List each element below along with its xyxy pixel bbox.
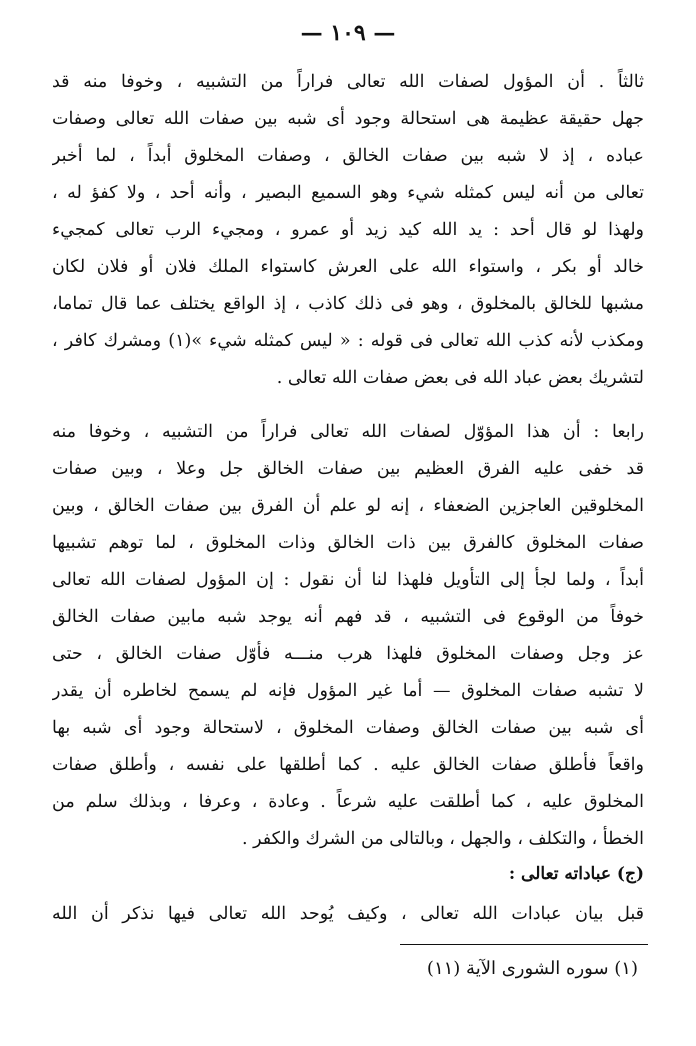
text-line: ولهذا لو قال أحد : يد الله كيد زيد أو عمرو ، ومجيء الرب تعالى كمجيء (52, 220, 644, 240)
text-line: قد خفى عليه الفرق العظيم بين صفات الخالق جل وعلا ، وبين صفات (52, 459, 644, 479)
page-number: — ١٠٩ — (300, 20, 396, 46)
text-line: خالد أو بكر ، واستواء الله على العرش كاستواء الملك فلان أو فلان لكان (52, 257, 644, 277)
text-line: ومكذب لأنه كذب الله تعالى فى قوله : « ليس كمثله شيء »(١) ومشرك كافر ، (52, 331, 644, 351)
text-line: خوفاً من الوقوع فى التشبيه ، قد فهم أنه يوجد شبه مابين صفات الخالق (52, 607, 644, 627)
text-line: أى شبه بين صفات الخالق وصفات المخلوق ، لاستحالة وجود أى شبه بها (52, 718, 644, 738)
text-line: الخطأ ، والتكلف ، والجهل ، وبالتالى من الشرك والكفر . (242, 829, 644, 849)
text-line: جهل حقيقة عظيمة هى استحالة وجود أى شبه بين صفات الله تعالى وصفات (52, 109, 644, 129)
text-line: لا تشبه صفات المخلوق — أما غير المؤول فإنه لم يسمح لخاطره أن يقدر (52, 681, 644, 701)
text-line: أبداً ، ولما لجأ إلى التأويل فلهذا لنا أن نقول : إن المؤول لصفات الله تعالى (52, 570, 644, 590)
footnote: (١) سوره الشورى الآية (١١) (426, 958, 638, 979)
footnote-divider (400, 944, 648, 945)
text-line: رابعا : أن هذا المؤوّل لصفات الله تعالى فراراً من التشبيه ، وخوفا منه (52, 422, 644, 442)
section-heading: (ج) عباداته تعالى : (508, 864, 644, 884)
text-line: المخلوق عليه ، كما أطلقت عليه شرعاً . وعادة ، وعرفا ، وبذلك سلم من (52, 792, 644, 812)
text-line: لتشريك بعض عباد الله فى بعض صفات الله تعالى . (276, 368, 644, 388)
text-line: عباده ، إذ لا شبه بين صفات الخالق ، وصفات المخلوق أبداً ، لما أخبر (52, 146, 644, 166)
text-line: واقعاً فأطلق صفات الخالق عليه . كما أطلقها على نفسه ، وأطلق صفات (52, 755, 644, 775)
text-line: صفات المخلوق كالفرق بين ذات الخالق وذات المخلوق ، لما توهم تشبيها (52, 533, 644, 553)
text-line: تعالى من أنه ليس كمثله شيء وهو السميع البصير ، وأنه أحد ، ولا كفؤ له ، (52, 183, 644, 203)
text-line: مشبها للخالق بالمخلوق ، وهو فى ذلك كاذب ، إذ الواقع يختلف عما قال تماما، (52, 294, 644, 314)
text-line: عز وجل وصفات المخلوق فلهذا هرب منـــه فأوّل صفات الخالق ، حتى (52, 644, 644, 664)
text-line: المخلوقين العاجزين الضعفاء ، إنه لو علم أن الفرق بين صفات الخالق ، وبين (52, 496, 644, 516)
text-line: ثالثاً . أن المؤول لصفات الله تعالى فراراً من التشبيه ، وخوفا منه قد (52, 72, 644, 92)
text-line: قبل بيان عبادات الله تعالى ، وكيف يُوحد الله تعالى فيها نذكر أن الله (52, 904, 644, 924)
